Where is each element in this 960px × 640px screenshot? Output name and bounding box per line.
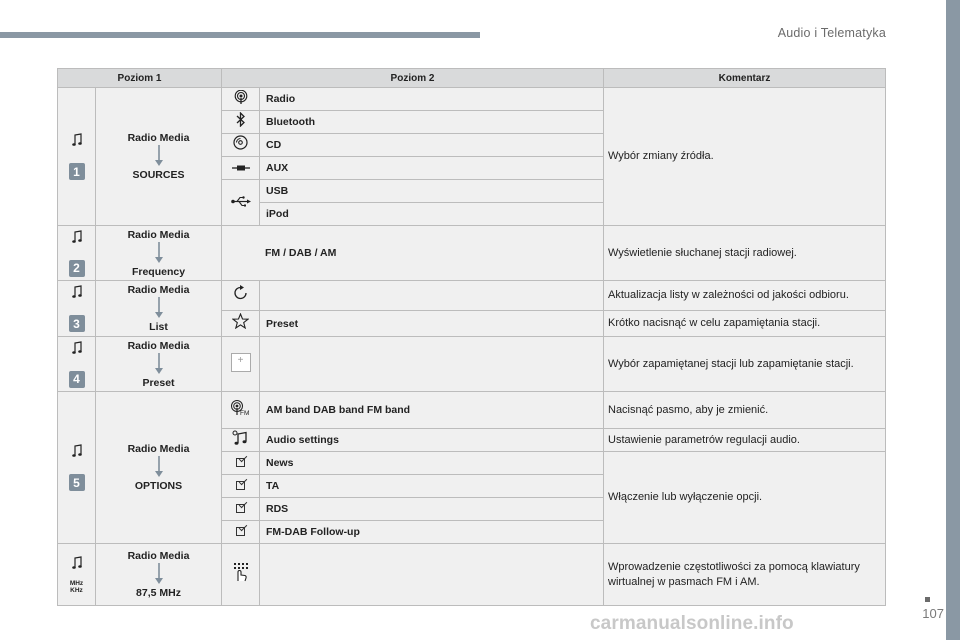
comment-cell: Nacisnąć pasmo, aby je zmienić. xyxy=(604,392,886,429)
arrow-down-icon xyxy=(155,563,163,585)
music-note-icon xyxy=(72,285,82,299)
option-label[interactable]: CD xyxy=(260,134,604,157)
step-badge: 5 xyxy=(69,474,85,491)
option-icon-cell xyxy=(222,521,260,544)
option-icon-cell xyxy=(222,429,260,452)
level1-cell xyxy=(96,544,222,606)
menu-table xyxy=(57,68,886,606)
keypad-icon[interactable] xyxy=(232,562,250,582)
option-icon-cell xyxy=(222,180,260,226)
table-row xyxy=(58,281,886,311)
arrow-down-icon xyxy=(155,297,163,319)
option-label[interactable]: Preset xyxy=(260,311,604,337)
option-icon-cell xyxy=(222,157,260,180)
usb-icon xyxy=(231,196,251,207)
music-note-icon xyxy=(72,341,82,355)
group-marker xyxy=(58,88,96,226)
star-icon xyxy=(232,313,249,329)
option-label[interactable]: iPod xyxy=(260,203,604,226)
comment-cell: Wprowadzenie częstotliwości za pomocą klawiatury wirtualnej w pasmach FM i AM. xyxy=(604,544,886,606)
side-strip xyxy=(946,0,960,640)
comment-cell: Wyświetlenie słuchanej stacji radiowej. xyxy=(604,226,886,281)
band-fm-icon xyxy=(230,400,252,416)
option-label[interactable]: AM band DAB band FM band xyxy=(260,392,604,429)
svg-text:FM: FM xyxy=(239,409,249,416)
table-row xyxy=(58,544,886,606)
option-label[interactable]: Bluetooth xyxy=(260,111,604,134)
level1-bottom-label: 87,5 MHz xyxy=(136,587,181,599)
option-label-empty xyxy=(260,337,604,392)
comment-cell: Wybór zmiany źródła. xyxy=(604,88,886,226)
group-marker xyxy=(58,281,96,337)
step-badge: 4 xyxy=(69,371,85,388)
column-header-level2: Poziom 2 xyxy=(222,69,604,88)
option-icon-cell xyxy=(222,311,260,337)
frequency-unit-icon xyxy=(70,580,83,594)
option-label[interactable]: FM-DAB Follow-up xyxy=(260,521,604,544)
arrow-down-icon xyxy=(155,145,163,167)
level1-bottom-label: SOURCES xyxy=(132,169,185,181)
arrow-down-icon xyxy=(155,456,163,478)
level1-cell xyxy=(96,226,222,281)
option-label[interactable]: TA xyxy=(260,475,604,498)
table-row xyxy=(58,226,886,281)
aux-icon xyxy=(232,164,250,172)
bluetooth-icon xyxy=(236,112,246,127)
option-icon-cell xyxy=(222,111,260,134)
group-marker xyxy=(58,337,96,392)
comment-cell: Włączenie lub wyłączenie opcji. xyxy=(604,452,886,544)
option-label[interactable]: AUX xyxy=(260,157,604,180)
option-icon-cell xyxy=(222,392,260,429)
level1-bottom-label: Preset xyxy=(142,376,175,389)
option-icon-cell xyxy=(222,452,260,475)
step-badge: 2 xyxy=(69,260,85,277)
level1-top-label: Radio Media xyxy=(127,443,190,455)
section-title: Audio i Telematyka xyxy=(777,26,886,40)
arrow-down-icon xyxy=(155,353,163,375)
level1-cell xyxy=(96,281,222,337)
option-icon-cell xyxy=(222,544,260,606)
comment-cell: Ustawienie parametrów regulacji audio. xyxy=(604,429,886,452)
checkbox-icon[interactable] xyxy=(236,458,245,467)
option-icon-cell xyxy=(222,498,260,521)
page-marker xyxy=(925,597,930,602)
group-marker xyxy=(58,544,96,606)
level1-cell xyxy=(96,392,222,544)
option-icon-cell xyxy=(222,475,260,498)
option-icon-cell xyxy=(222,88,260,111)
mhz-label: MHz xyxy=(69,579,84,587)
level1-bottom-label: OPTIONS xyxy=(134,480,183,492)
level1-top-label: Radio Media xyxy=(127,550,190,562)
table-row xyxy=(58,88,886,111)
music-note-icon xyxy=(72,556,82,570)
level1-top-label: Radio Media xyxy=(127,339,190,352)
comment-cell: Aktualizacja listy w zależności od jakości odbioru. xyxy=(604,281,886,311)
step-badge: 1 xyxy=(69,163,85,180)
option-icon-cell xyxy=(222,134,260,157)
option-label[interactable]: Audio settings xyxy=(260,429,604,452)
level1-cell xyxy=(96,88,222,226)
option-label[interactable]: Radio xyxy=(260,88,604,111)
option-icon-cell xyxy=(222,337,260,392)
checkbox-icon[interactable] xyxy=(236,527,245,536)
comment-cell: Krótko nacisnąć w celu zapamiętania stacji. xyxy=(604,311,886,337)
option-label[interactable]: RDS xyxy=(260,498,604,521)
refresh-icon[interactable] xyxy=(233,285,249,301)
checkbox-icon[interactable] xyxy=(236,481,245,490)
arrow-down-icon xyxy=(155,242,163,264)
option-icon-cell xyxy=(222,281,260,311)
cd-icon xyxy=(233,135,248,150)
group-marker xyxy=(58,226,96,281)
header-bar xyxy=(0,32,480,38)
audio-settings-icon xyxy=(232,430,250,446)
checkbox-icon[interactable] xyxy=(236,504,245,513)
music-note-icon xyxy=(72,230,82,244)
comment-cell: Wybór zapamiętanej stacji lub zapamiętanie stacji. xyxy=(604,337,886,392)
level1-top-label: Radio Media xyxy=(127,284,190,296)
table-row xyxy=(58,392,886,429)
level1-bottom-label: List xyxy=(149,321,168,333)
level1-top-label: Radio Media xyxy=(127,132,190,144)
table-row xyxy=(58,337,886,392)
table-header-row xyxy=(58,69,886,88)
radio-source-icon xyxy=(234,90,248,104)
option-label[interactable] xyxy=(260,281,604,311)
option-label[interactable]: USB xyxy=(260,180,604,203)
music-note-icon xyxy=(72,444,82,458)
step-badge: 3 xyxy=(69,315,85,332)
column-header-comment: Komentarz xyxy=(604,69,886,88)
level1-top-label: Radio Media xyxy=(127,228,190,241)
page-number: 107 xyxy=(922,606,944,621)
khz-label: KHz xyxy=(70,586,83,594)
group-marker xyxy=(58,392,96,544)
level1-bottom-label: Frequency xyxy=(131,265,186,278)
music-note-icon xyxy=(72,133,82,147)
preset-slot-icon[interactable] xyxy=(231,353,251,372)
option-label[interactable]: FM / DAB / AM xyxy=(222,226,604,281)
column-header-level1: Poziom 1 xyxy=(58,69,222,88)
option-label-empty xyxy=(260,544,604,606)
option-label[interactable]: News xyxy=(260,452,604,475)
watermark: carmanualsonline.info xyxy=(590,613,794,634)
level1-cell xyxy=(96,337,222,392)
